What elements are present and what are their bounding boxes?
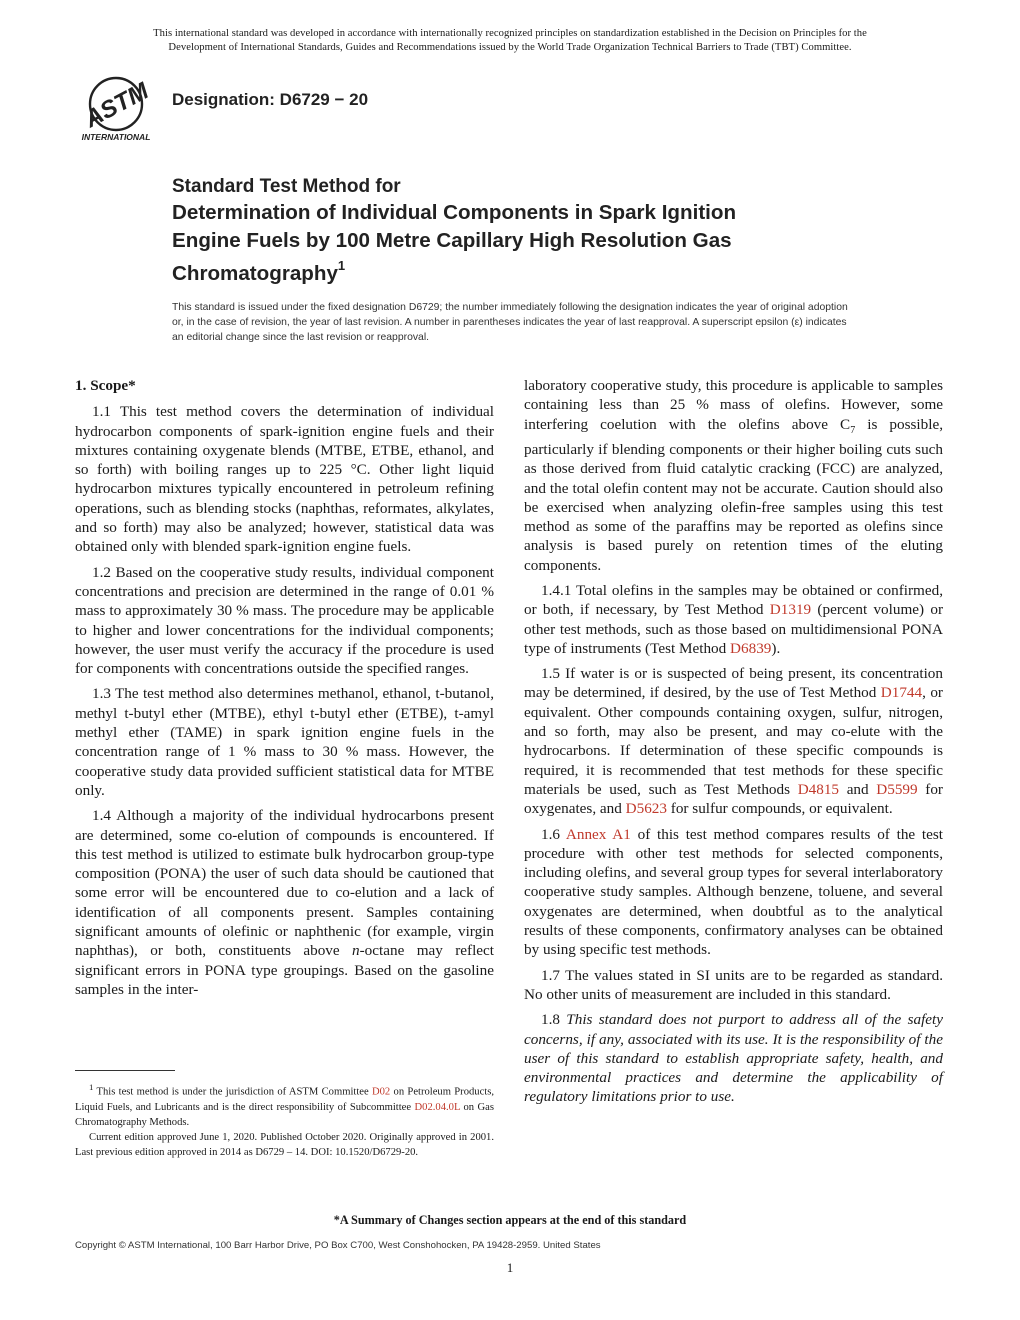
link-d02[interactable]: D02 xyxy=(371,1086,391,1098)
title-line-1: Determination of Individual Components in Spark Ignition xyxy=(172,201,737,224)
paragraph-1-1: 1.1 This test method covers the determination of individual hydrocarbon components of spark-ignition engine fuels and their mixtures containing oxygenate blends (MTBE, ETBE, ethanol, and so forth) with boiling ranges up to 225 °C. Other light liquid hydrocarbon mixtures typically encountered in petroleum refining operations, such as blending stocks (naphthas, reformates, alkylates, and so forth) may also be analyzed; however, statistical data was obtained only with blended spark-ignition engine fuels. xyxy=(75,403,494,556)
paragraph-1-6 xyxy=(524,825,943,960)
logo-subtext: INTERNATIONAL xyxy=(81,132,151,142)
logo-mark-text: ASTM xyxy=(80,77,154,134)
p1-4-italic: n xyxy=(352,942,360,960)
p1-6-part-a: 1.6 xyxy=(541,825,566,843)
paragraph-1-8 xyxy=(524,1010,943,1106)
section-heading-scope: 1. Scope* xyxy=(75,377,136,394)
trade-notice xyxy=(70,27,950,55)
paragraph-1-4-1 xyxy=(524,581,943,658)
link-d6839[interactable]: D6839 xyxy=(730,639,772,657)
paragraph-1-2: 1.2 Based on the cooperative study results, individual component concentrations and precision are determined in the range of 0.01 % mass to approximately 30 % mass. The procedure may be applicable to higher and lower concentrations for the individual components; however, the user must verify the accuracy if the procedure is used for components with concentrations outside the specified ranges. xyxy=(75,563,494,678)
link-d1319[interactable]: D1319 xyxy=(769,601,812,619)
link-d5623[interactable]: D5623 xyxy=(625,800,667,818)
p1-5-part-a: 1.5 If water is or is suspected of being present, its concentration may be determined, if desired, by the use of Test Method xyxy=(524,665,943,702)
p1-8-italic: This standard does not purport to address all of the safety concerns, if any, associated with its use. It is the responsibility of the user of this standard to establish appropriate safety, health, and environmental practices and determine the applicability of regulatory limitations prior to use. xyxy=(524,1011,943,1106)
p1-4-part-c1: laboratory cooperative study, this procedure is applicable to samples containing less than 25 % mass of olefins. However, some interfering coelution with the olefins above C xyxy=(524,377,943,433)
summary-of-changes-note: *A Summary of Changes section appears at the end of this standard xyxy=(333,1213,687,1227)
footnote-1-part-c: on Gas Chromatography Methods. xyxy=(75,1101,494,1128)
footnote-1-mark: 1 xyxy=(89,1082,94,1092)
p1-4-part-b: -octane may reflect significant errors in PONA type groupings. Based on the gasoline samples in the inter- xyxy=(75,942,495,998)
link-d1744[interactable]: D1744 xyxy=(880,684,923,702)
link-d02-04-0l[interactable]: D02.04.0L xyxy=(414,1101,461,1113)
p1-5-part-c: and xyxy=(839,780,877,798)
copyright: Copyright © ASTM International, 100 Barr Harbor Drive, PO Box C700, West Conshohocken, PA 19428-2959. United States xyxy=(75,1240,601,1251)
trade-notice-line-2: Development of International Standards, Guides and Recommendations issued by the World Trade Organization Technical Barriers to Trade (TBT) Committee. xyxy=(168,42,852,53)
trade-notice-line-1: This international standard was developed in accordance with internationally recognized principles on standardization established in the Decision on Principles for the xyxy=(153,28,867,39)
p1-8-part-a: 1.8 xyxy=(541,1011,567,1029)
title-line-3 xyxy=(172,254,872,287)
footnote-divider xyxy=(75,1070,175,1071)
footnotes xyxy=(75,1080,494,1161)
title-prefix: Standard Test Method for xyxy=(172,176,401,197)
left-column xyxy=(75,376,494,1005)
title-line-3-text: Chromatography xyxy=(172,261,338,285)
link-d5599[interactable]: D5599 xyxy=(876,780,918,798)
page-number: 1 xyxy=(506,1260,514,1275)
p1-4-subscript: 7 xyxy=(850,424,856,436)
footnote-edition: Current edition approved June 1, 2020. Published October 2020. Originally approved in 2001. Last previous edition approved in 2014 as D6729 – 14. DOI: 10.1520/D6729-20. xyxy=(75,1132,494,1159)
footnote-1 xyxy=(75,1080,494,1130)
p1-4-1-part-b: (percent volume) or other test methods, such as those based on multidimensional PONA type of instruments (Test Method xyxy=(524,601,943,657)
designation: Designation: D6729 − 20 xyxy=(172,90,369,109)
link-d4815[interactable]: D4815 xyxy=(797,780,840,798)
p1-5-part-b: , or equivalent. Other compounds containing oxygen, sulfur, nitrogen, and so forth, may also be present, and may co-elute with the hydrocarbons. If determination of these specific compounds is required, it is recommended that test methods for these specific materials be used, such as Test Methods xyxy=(524,684,943,798)
astm-logo xyxy=(72,76,160,144)
title-line-2: Engine Fuels by 100 Metre Capillary High Resolution Gas xyxy=(172,228,732,252)
footnote-1-part-b: on Petroleum Products, Liquid Fuels, and Lubricants and is the direct responsibility of Subcommittee xyxy=(75,1086,494,1113)
paragraph-1-3: 1.3 The test method also determines methanol, ethanol, t-butanol, methyl t-butyl ether (MTBE), ethyl t-butyl ether (ETBE), t-amyl methyl ether (TAME) in spark ignition engine fuels in the concentration range of 1 % mass to 30 % mass. However, the cooperative study data provided sufficient statistical data for MTBE only. xyxy=(75,685,494,799)
issued-note: This standard is issued under the fixed designation D6729; the number immediately following the designation indicates the year of original adoption or, in the case of revision, the year of last revision. A number in parentheses indicates the year of last reapproval. A superscript epsilon (ε) indicates an editorial change since the last revision or reapproval. xyxy=(172,302,848,343)
footnote-1-part-a: This test method is under the jurisdiction of ASTM Committee xyxy=(93,1086,372,1098)
paragraph-1-5 xyxy=(524,664,943,818)
p1-5-part-d: for oxygenates, and xyxy=(524,780,943,818)
p1-4-part-c2: is possible, particularly if blending components or their higher boiling cuts such as those derived from fluid catalytic cracking (FCC) are analyzed, and the total olefin content may not be accurate. Caution should also be exercised when analyzing olefin-free samples using this test method as some of the paraffins may be reported as olefins since analysis is based purely on retention times of the eluting components. xyxy=(524,415,943,574)
p1-5-part-e: for sulfur compounds, or equivalent. xyxy=(666,800,893,818)
paragraph-1-7: 1.7 The values stated in SI units are to be regarded as standard. No other units of measurement are included in this standard. xyxy=(524,966,943,1003)
p1-4-1-part-c: ). xyxy=(771,639,781,657)
p1-4-1-part-a: 1.4.1 Total olefins in the samples may be obtained or confirmed, or both, if necessary, by Test Method xyxy=(524,582,943,619)
document-title xyxy=(172,199,872,287)
right-column xyxy=(524,376,943,1113)
paragraph-1-4 xyxy=(75,806,494,999)
paragraph-1-4-continued xyxy=(524,376,943,575)
astm-logo-icon xyxy=(72,76,160,144)
link-annex-a1[interactable]: Annex A1 xyxy=(565,825,631,843)
title-footnote-mark: 1 xyxy=(337,258,346,273)
p1-6-part-b: of this test method compares results of the test procedure with other test methods for selected components, including olefins, and several group types for several interlaboratory cooperative study samples. Although benzene, toluene, and several oxygenates are determined, when doubtful as to the analytical results of these components, confirmatory analyses can be obtained by using specific test methods. xyxy=(524,825,943,959)
p1-4-part-a: 1.4 Although a majority of the individual hydrocarbons present are determined, some co-elution of compounds is encountered. If this test method is utilized to estimate bulk hydrocarbon group-type composition (PONA) the user of such data should be cautioned that some error will be encountered due to co-elution and a lack of identification of all components present. Samples containing significant amounts of olefinic or naphthenic (for example, virgin naphthas), or both, constituents above xyxy=(75,807,494,960)
